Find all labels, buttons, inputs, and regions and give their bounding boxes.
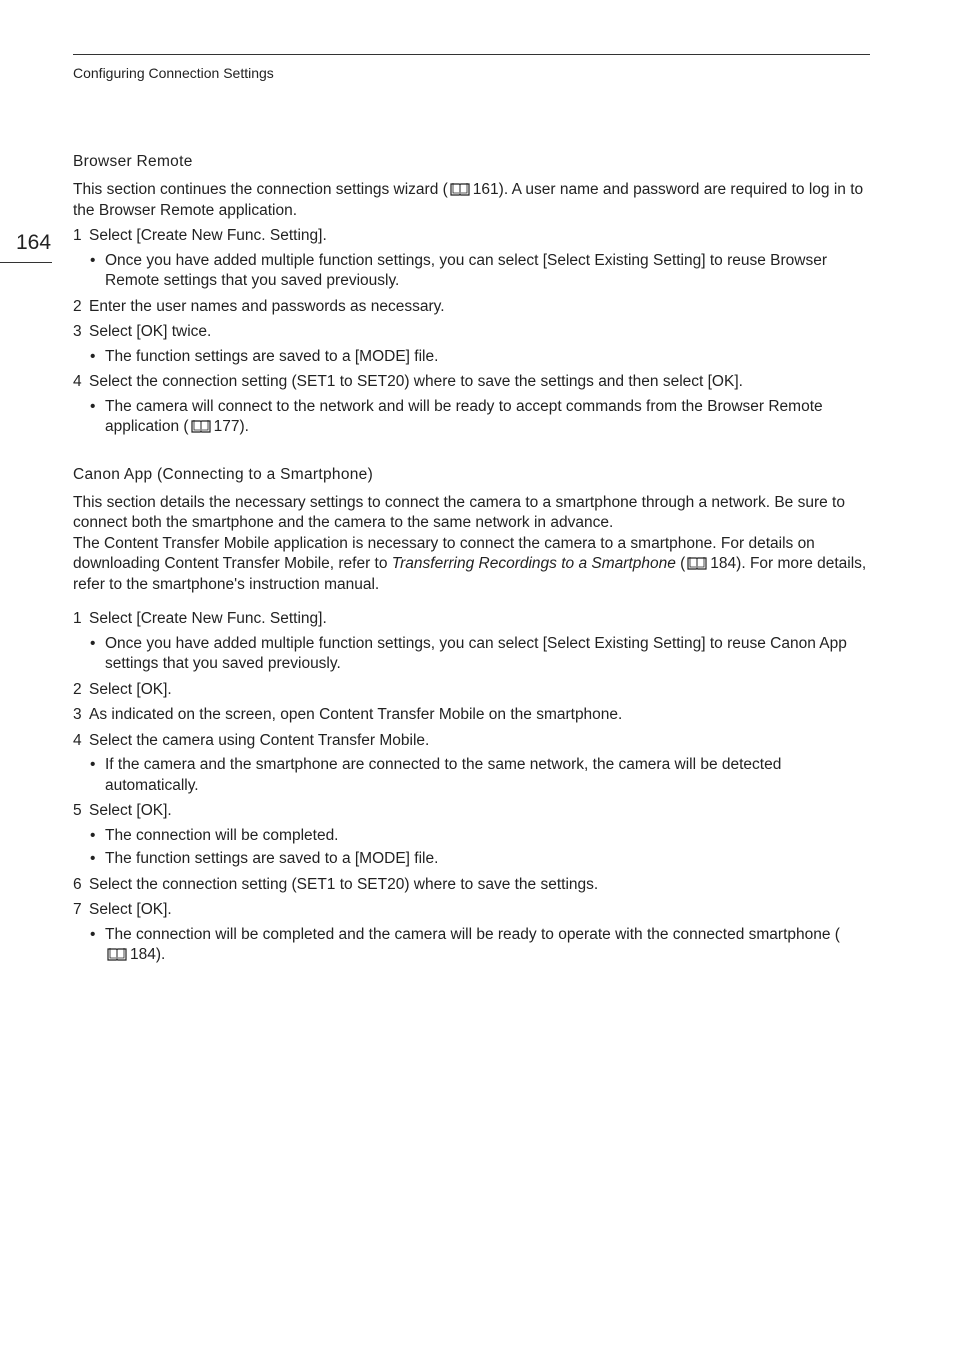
intro-paragraph: This section details the necessary settings to connect the camera to a smartphone through a network. Be sure to connect both the smartphone and the camera to the same network in advance. [73,493,845,531]
bullet-list [89,397,873,438]
page-ref[interactable]: 184 [130,946,156,963]
book-reference-icon [107,947,127,961]
bullet-list [89,826,873,870]
bullet-item: • Once you have added multiple function settings, you can select [Select Existing Setting] to reuse Browser Remote settings that you saved previously. [90,251,828,289]
bullet-item: • The connection will be completed. [90,826,339,844]
page-content [73,151,873,966]
bullet-item: • The function settings are saved to a [MODE] file. [90,850,439,867]
step: 2 Select [OK]. [73,680,172,698]
page-ref[interactable]: 161 [472,181,499,198]
bullet-list [89,634,873,675]
bullet-list [89,925,873,966]
section-title: Canon App (Connecting to a Smartphone) [73,465,374,483]
step: 3 Select [OK] twice. • The function settings are saved to a [MODE] file. [73,322,873,367]
steps-list [73,609,873,966]
page-number-rule [0,262,52,263]
step: 4 Select the camera using Content Transfer Mobile. • If the camera and the smartphone are connected to the same network, the camera will be detected automatically. [73,731,873,797]
section-canon-app [73,464,873,966]
page-ref[interactable]: 184 [710,555,737,572]
bullet-item: • The camera will connect to the network and will be ready to accept commands from the Browser Remote application ( 177). [90,397,823,435]
page-number: 164 [16,231,52,254]
running-header: Configuring Connection Settings [73,65,274,81]
step: 5 Select [OK]. • The connection will be completed. • The function settings are saved to a [MODE] file. [73,801,873,870]
intro-paragraph: This section continues the connection settings wizard ( 161). A user name and password are required to log in to the Browser Remote application. [73,181,864,219]
section-browser-remote [73,151,873,438]
intro-paragraph: The Content Transfer Mobile application is necessary to connect the camera to a smartphone. For details on downloading Content Transfer Mobile, refer to Transferring Recordings to a Smartphone ( 184). For more details, refer to the smartphone's instruction manual. [73,534,867,593]
section-title: Browser Remote [73,153,193,170]
book-reference-icon [450,182,470,196]
steps-list [73,226,873,438]
step: 1 Select [Create New Func. Setting]. • Once you have added multiple function settings, you can select [Select Existing Setting] to reuse Canon App settings that you saved previously. [73,609,873,675]
bullet-item: • If the camera and the smartphone are connected to the same network, the camera will be detected automatically. [90,756,782,794]
book-reference-icon [191,419,211,433]
bullet-list [89,347,873,368]
book-reference-icon [687,556,707,570]
step: 3 As indicated on the screen, open Content Transfer Mobile on the smartphone. [73,706,623,723]
page-ref[interactable]: 177 [213,418,240,435]
bullet-list [89,755,873,796]
bullet-item: • Once you have added multiple function settings, you can select [Select Existing Setting] to reuse Canon App settings that you saved previously. [90,634,847,672]
step: 2 Enter the user names and passwords as necessary. [73,297,445,315]
bullet-list [89,251,873,292]
step: 6 Select the connection setting (SET1 to SET20) where to save the settings. [73,875,599,893]
bullet-item: • The function settings are saved to a [MODE] file. [90,347,439,365]
step: 4 Select the connection setting (SET1 to SET20) where to save the settings and then select [OK]. • The camera will connect to the network and will be ready to accept commands from the Browser Remote application ( 177). [73,372,873,438]
header-rule [73,54,870,55]
step: 7 Select [OK]. • The connection will be completed and the camera will be ready to operate with the connected smartphone (184). [73,900,873,966]
step: 1 Select [Create New Func. Setting]. • Once you have added multiple function settings, you can select [Select Existing Setting] to reuse Browser Remote settings that you saved previously. [73,226,873,292]
bullet-item: • The connection will be completed and the camera will be ready to operate with the connected smartphone (184). [90,925,840,963]
